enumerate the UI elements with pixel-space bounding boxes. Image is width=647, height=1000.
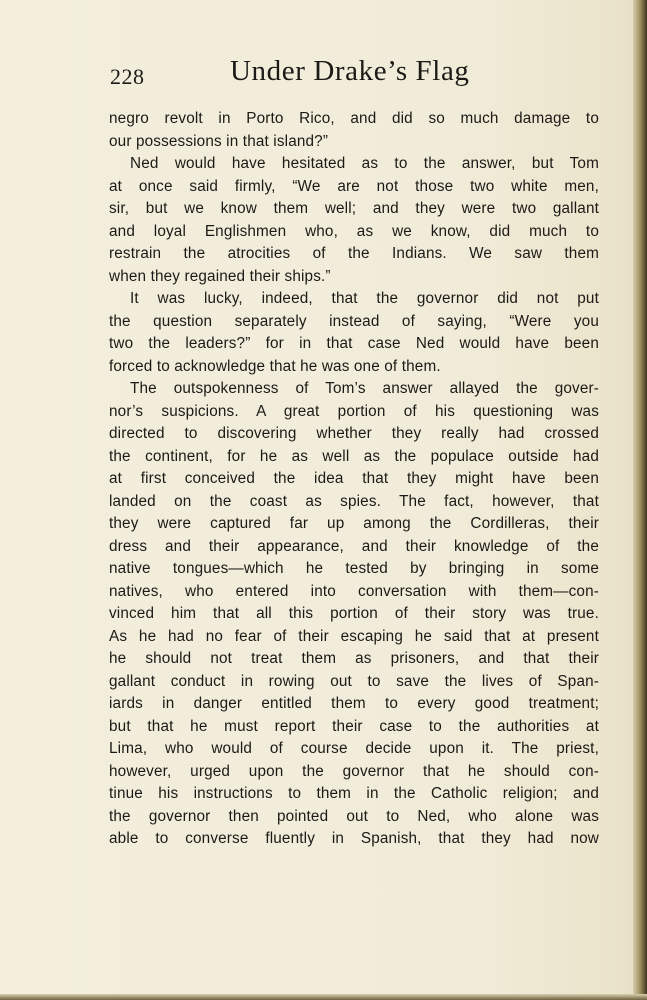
text-line: restrain the atrocities of the Indians. We saw them xyxy=(109,245,599,262)
text-line: when they regained their ships.” xyxy=(109,267,331,285)
text-line: As he had no fear of their escaping he said that at present xyxy=(109,627,599,645)
text-line: and loyal Englishmen who, as we know, did much to xyxy=(109,222,599,240)
text-line: our possessions in that island?” xyxy=(109,132,329,150)
text-line: iards in danger entitled them to every good treatment; xyxy=(109,695,599,712)
text-line: but that he must report their case to the authorities at xyxy=(109,717,599,735)
text-line: tinue his instructions to them in the Catholic religion; and xyxy=(109,785,599,802)
page-number: 228 xyxy=(110,64,145,89)
page-edge-shadow xyxy=(633,0,647,1000)
text-line: able to converse fluently in Spanish, that they had now xyxy=(109,830,599,847)
running-title: Under Drake’s Flag xyxy=(230,55,470,87)
page-header xyxy=(108,55,600,95)
text-line: It was lucky, indeed, that the governor did not put xyxy=(130,290,599,307)
text-line: the governor then pointed out to Ned, who alone was xyxy=(109,807,599,825)
page-bottom-edge xyxy=(0,994,647,1000)
text-line: Lima, who would of course decide upon it. The priest, xyxy=(109,740,599,757)
text-line: they were captured far up among the Cordilleras, their xyxy=(109,515,599,532)
text-line: however, urged upon the governor that he should con- xyxy=(109,762,599,780)
text-line: Ned would have hesitated as to the answer, but Tom xyxy=(130,155,599,172)
text-line: the continent, for he as well as the populace outside had xyxy=(109,447,599,465)
text-line: he should not treat them as prisoners, and that their xyxy=(109,650,599,667)
text-line: dress and their appearance, and their knowledge of the xyxy=(109,537,599,555)
text-line: two the leaders?” for in that case Ned would have been xyxy=(109,335,599,352)
text-line: landed on the coast as spies. The fact, however, that xyxy=(109,492,599,510)
text-line: forced to acknowledge that he was one of them. xyxy=(109,357,441,375)
text-line: sir, but we know them well; and they were two gallant xyxy=(109,200,599,217)
body-text xyxy=(109,108,599,851)
text-line: The outspokenness of Tom’s answer allayed the gover- xyxy=(130,380,599,397)
text-line: nor’s suspicions. A great portion of his questioning was xyxy=(109,402,599,420)
text-line: natives, who entered into conversation with them—con- xyxy=(109,582,599,600)
text-line: gallant conduct in rowing out to save the lives of Span- xyxy=(109,672,599,690)
text-line: the question separately instead of saying, “Were you xyxy=(109,312,599,330)
text-line: at first conceived the idea that they might have been xyxy=(109,470,599,487)
text-line: native tongues—which he tested by bringing in some xyxy=(109,560,599,577)
text-line: negro revolt in Porto Rico, and did so much damage to xyxy=(109,110,599,127)
text-line: vinced him that all this portion of their story was true. xyxy=(109,605,599,622)
text-line: at once said firmly, “We are not those two white men, xyxy=(109,177,599,195)
text-line: directed to discovering whether they really had crossed xyxy=(109,425,599,442)
